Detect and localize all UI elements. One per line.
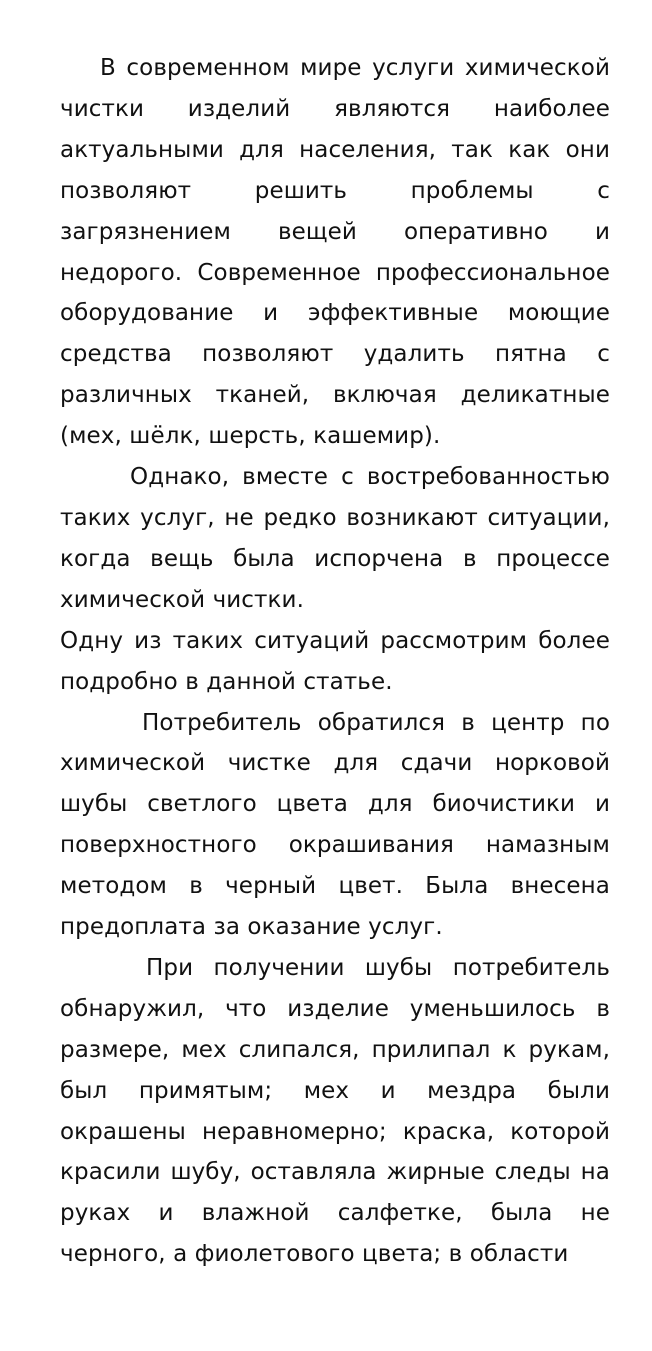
paragraph-consumer-request: Потребитель обратился в центр по химической чистке для сдачи норковой шубы светлого цвета для биочистики и поверхностного окрашивания намазным методом в черный цвет. Была внесена предоплата за оказание услуг. — [60, 709, 610, 941]
paragraph-defects: При получении шубы потребитель обнаружил, что изделие уменьшилось в размере, мех слипался, прилипал к рукам, был примятым; мех и мездра были окрашены неравномерно; краска, которой красили шубу, оставляла жирные следы на руках и влажной салфетке, была не черного, а фиолетового цвета; в области — [60, 954, 610, 1268]
paragraph-however: Однако, вместе с востребованностью таких услуг, не редко возникают ситуации, когда вещь была испорчена в процессе химической чистки. — [60, 464, 610, 613]
paragraph-intro: В современном мире услуги химической чистки изделий являются наиболее актуальными для населения, так как они позволяют решить проблемы с загрязнением вещей оперативно и недорого. Современное профессиональное оборудование и эффективные моющие средства позволяют удалить пятна с различных тканей, включая деликатные (мех, шёлк, шерсть, кашемир). — [60, 55, 610, 450]
paragraph-case-intro: Одну из таких ситуаций рассмотрим более подробно в данной статье. — [60, 627, 610, 695]
article-body — [60, 48, 610, 1275]
